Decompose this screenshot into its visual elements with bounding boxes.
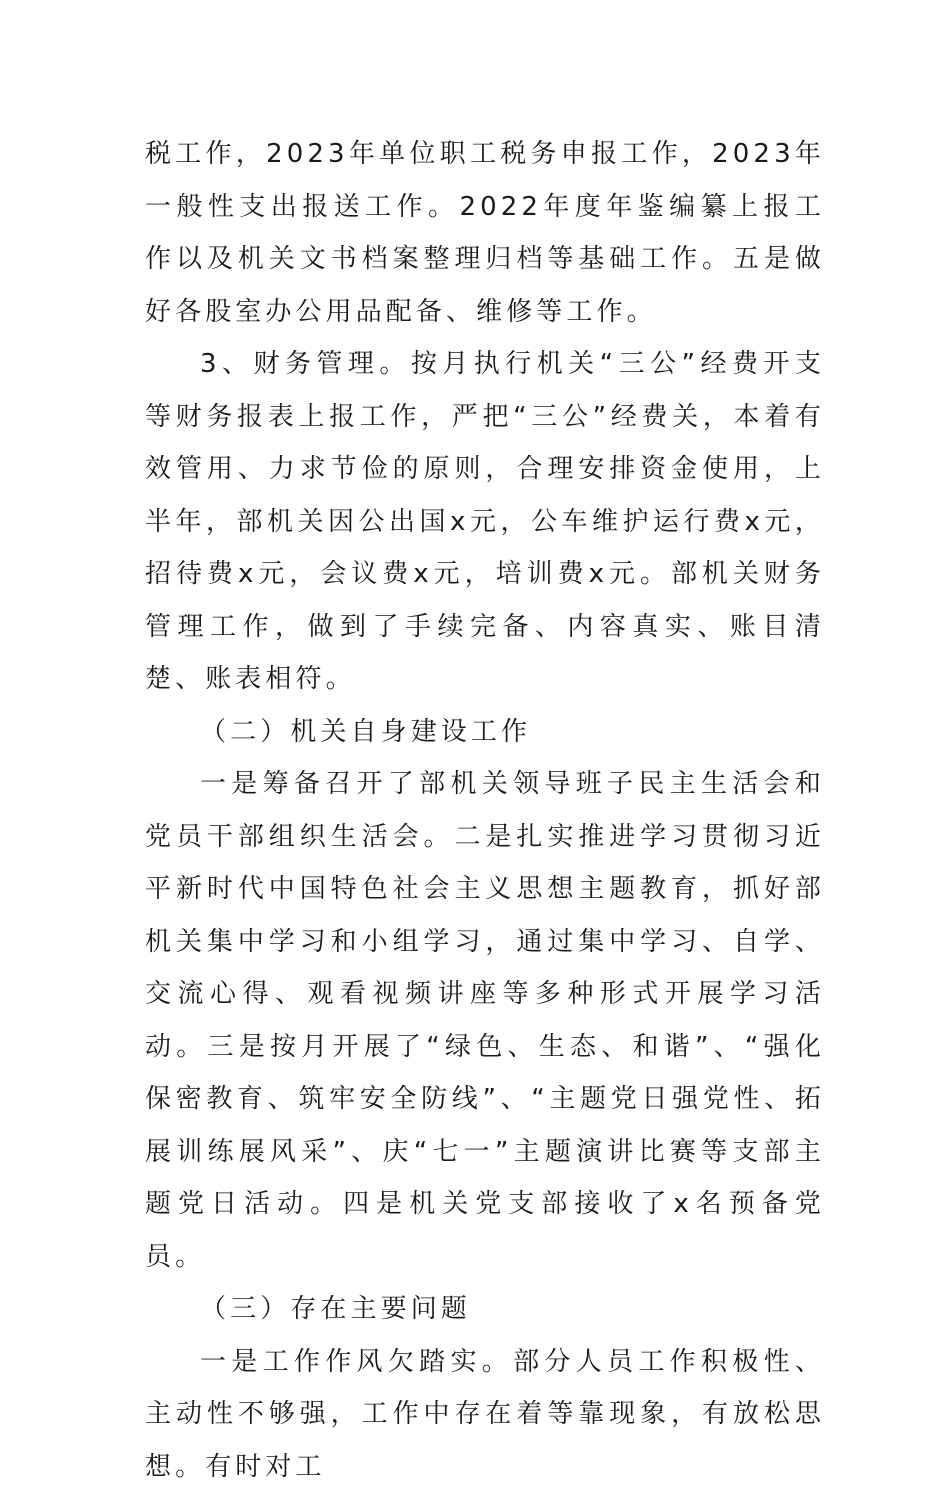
paragraph-continuation: 税工作，2023年单位职工税务申报工作，2023年一般性支出报送工作。2022年度年鉴编纂上报工作以及机关文书档案整理归档等基础工作。五是做好各股室办公用品配备、维修等工作。 [145, 128, 825, 338]
paragraph-main-problems: 一是工作作风欠踏实。部分人员工作积极性、主动性不够强，工作中存在着等靠现象，有放松思想。有时对工 [145, 1336, 825, 1493]
paragraph-financial-management: 3、财务管理。按月执行机关“三公”经费开支等财务报表上报工作，严把“三公”经费关，本着有效管用、力求节俭的原则，合理安排资金使用，上半年，部机关因公出国x元，公车维护运行费x元，招待费x元，会议费x元，培训费x元。部机关财务管理工作，做到了手续完备、内容真实、账目清楚、账表相符。 [145, 338, 825, 706]
paragraph-self-building: 一是筹备召开了部机关领导班子民主生活会和党员干部组织生活会。二是扎实推进学习贯彻习近平新时代中国特色社会主义思想主题教育，抓好部机关集中学习和小组学习，通过集中学习、自学、交流心得、观看视频讲座等多种形式开展学习活动。三是按月开展了“绿色、生态、和谐”、“强化保密教育、筑牢安全防线”、“主题党日强党性、拓展训练展风采”、庆“七一”主题演讲比赛等支部主题党日活动。四是机关党支部接收了x名预备党员。 [145, 758, 825, 1283]
section-heading-main-problems: （三）存在主要问题 [145, 1283, 825, 1336]
section-heading-self-building: （二）机关自身建设工作 [145, 706, 825, 759]
document-body [145, 128, 825, 1493]
